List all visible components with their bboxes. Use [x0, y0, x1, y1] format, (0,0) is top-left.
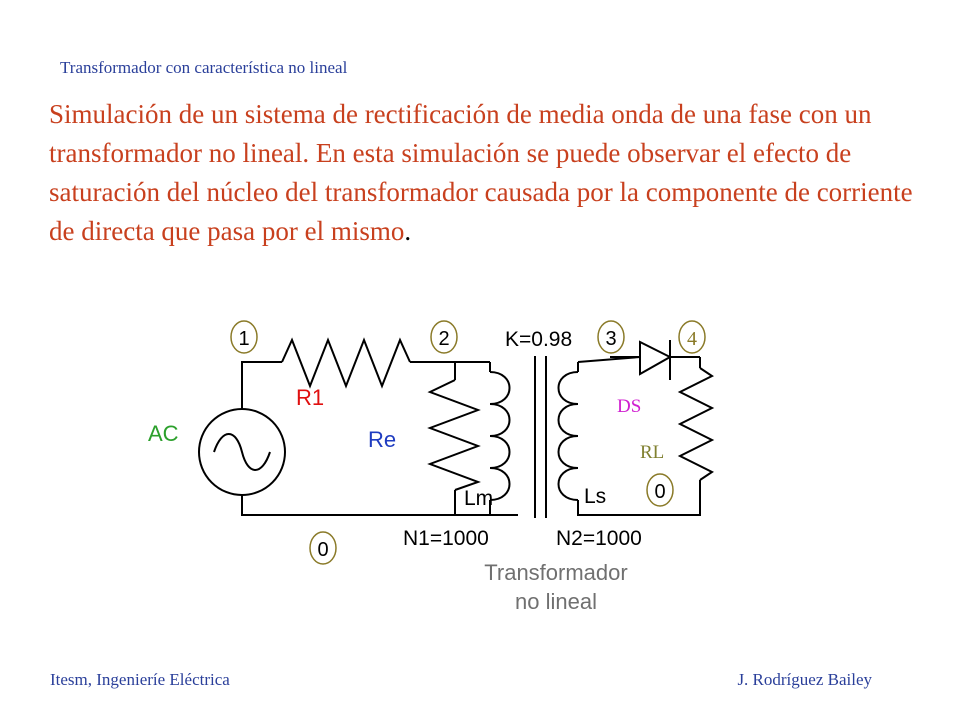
re-label: Re — [368, 427, 397, 452]
r1-label: R1 — [296, 385, 325, 410]
description-end-mark: . — [404, 216, 412, 246]
description-text: Simulación de un sistema de rectificación de media onda de una fase con un transformador no lineal. En esta simulación se puede observar el efecto de saturación del núcleo del transformador causada por la componente de corriente de directa que pasa por el mismo — [49, 99, 913, 246]
node-2 — [431, 321, 457, 353]
node-2-label: 2 — [438, 328, 450, 350]
node-3-label: 3 — [605, 328, 617, 350]
node-3 — [598, 321, 624, 353]
load-label: RL — [640, 442, 665, 463]
ls-inductor — [559, 372, 579, 500]
r1-resistor — [282, 340, 410, 386]
node-4-label: 4 — [687, 328, 697, 350]
footer-author: J. Rodríguez Bailey — [737, 670, 872, 689]
re-resistor — [430, 380, 478, 490]
node-gnd-left — [310, 532, 336, 564]
rl-resistor — [680, 368, 712, 480]
diode-label: DS — [617, 396, 642, 417]
coupling-label: K=0.98 — [505, 328, 573, 351]
node-1 — [231, 321, 257, 353]
n1-turns-label: N1=1000 — [403, 527, 489, 550]
node-gnd-left-label: 0 — [317, 539, 329, 561]
lm-inductor — [490, 372, 510, 500]
transformer-label-line1: Transformador — [484, 560, 628, 585]
ls-label: Ls — [584, 485, 607, 508]
node-1-label: 1 — [238, 328, 250, 350]
lm-label: Lm — [464, 487, 494, 510]
node-gnd-right-label: 0 — [654, 481, 666, 503]
slide-subtitle: Transformador con característica no lineal — [60, 58, 348, 77]
footer-institution: Itesm, Ingenieríe Eléctrica — [50, 670, 230, 689]
ac-source-symbol — [199, 409, 285, 495]
transformer-label-line2: no lineal — [515, 589, 597, 614]
node-gnd-right — [647, 474, 673, 506]
node-4 — [679, 321, 705, 353]
ac-source-label: AC — [148, 421, 179, 446]
n2-turns-label: N2=1000 — [556, 527, 642, 550]
